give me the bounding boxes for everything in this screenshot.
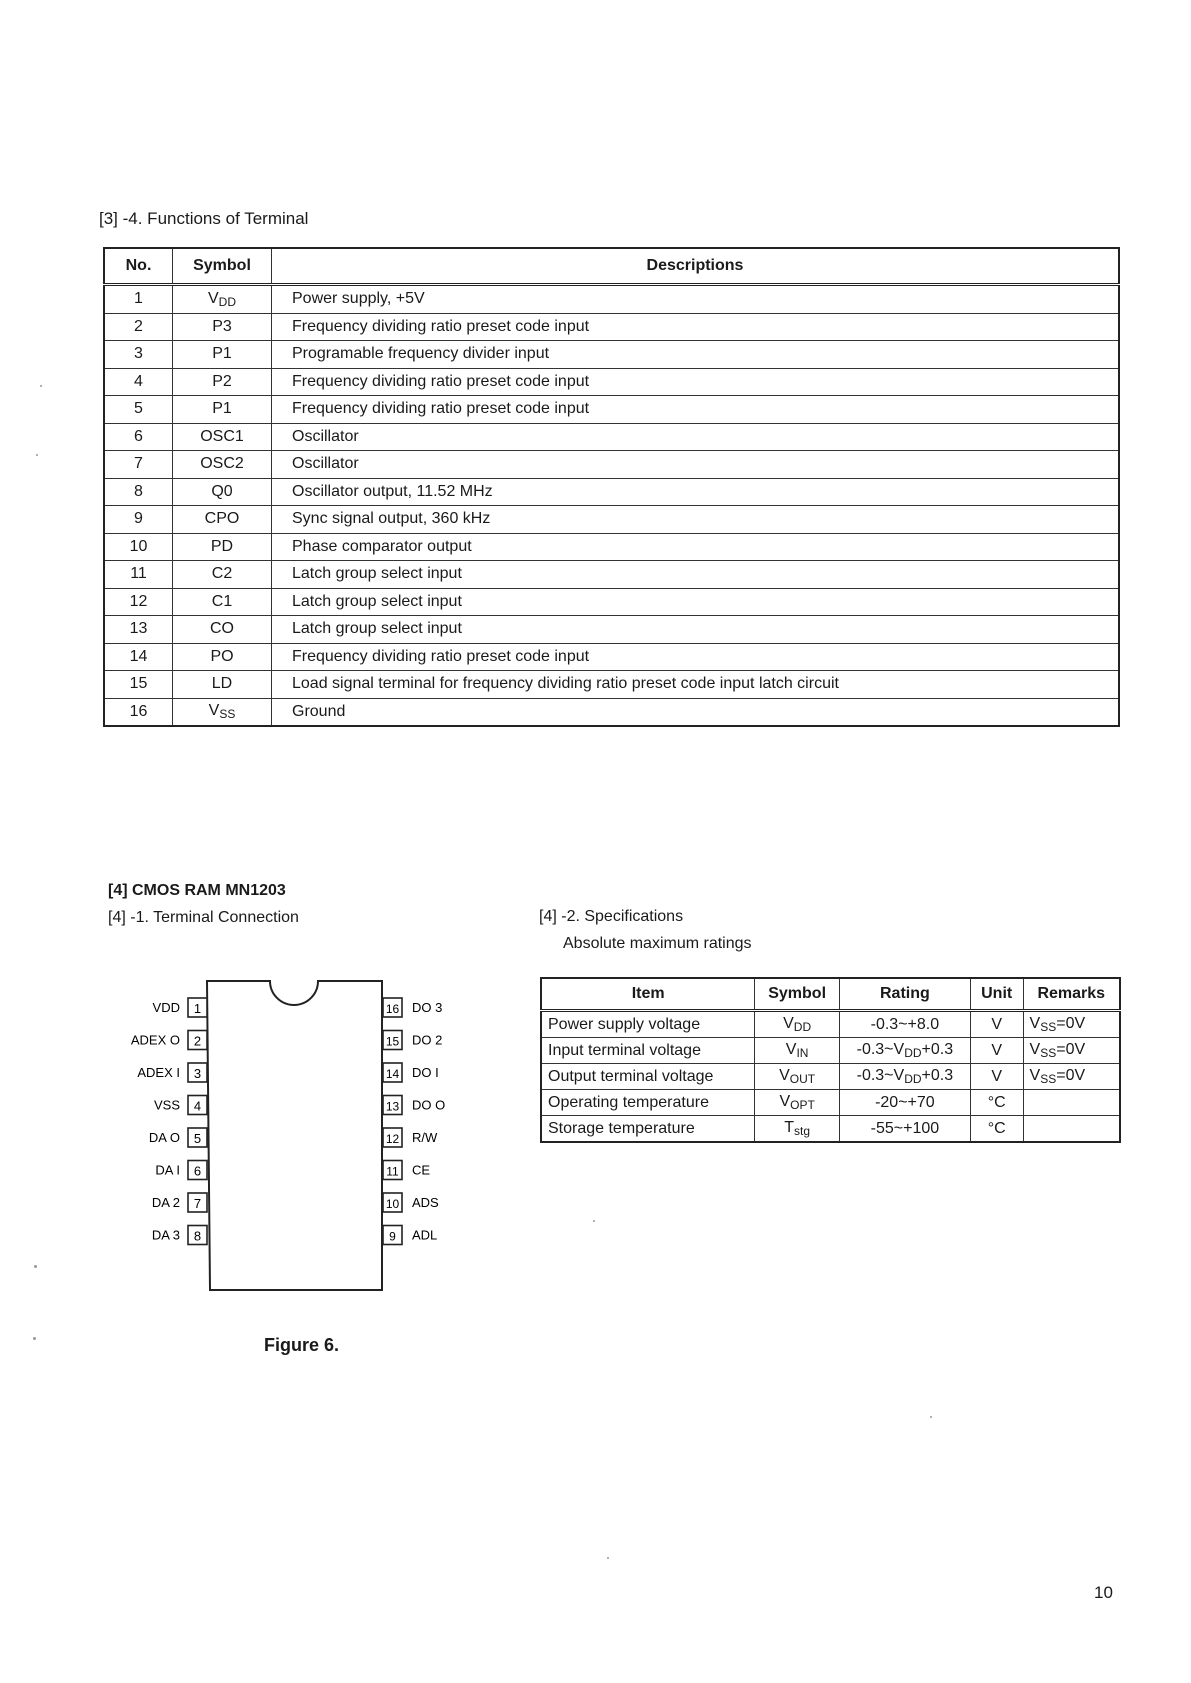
left-pins [131,998,207,1245]
spec-rating-main: -20~+70 [875,1093,935,1111]
spec-rating-main: -0.3~V [856,1067,905,1084]
symbol-main: V [207,289,219,307]
spec-remarks-tail: =0V [1056,1067,1086,1084]
row-symbol [173,671,272,699]
header-no: No. [104,248,173,285]
pin-6 [155,1161,207,1180]
pin-label: R/W [412,1130,438,1145]
table-row [104,313,1119,341]
table-row [104,423,1119,451]
pin-number: 13 [385,1099,400,1114]
pin-number: 12 [385,1132,400,1146]
spec-symbol-subscript: IN [796,1046,809,1060]
table-row [104,643,1119,671]
spec-symbol-subscript: OUT [789,1072,816,1086]
pin-13 [383,1096,445,1115]
pin-label: DO O [412,1097,446,1113]
table-row [104,341,1119,369]
pin-label: DO I [412,1065,439,1080]
table-row [104,533,1119,561]
pin-8 [152,1226,207,1245]
row-number: 15 [104,671,173,699]
symbol-main: P2 [212,372,232,390]
pin-number: 2 [193,1033,202,1049]
spec-symbol-main: V [779,1093,791,1110]
symbol-main: PD [210,537,234,555]
spec-header-unit: Unit [970,978,1023,1011]
pin-label: VDD [152,1000,180,1015]
pin-number: 14 [385,1067,400,1081]
pin-11 [383,1161,430,1180]
spec-symbol-main: T [784,1119,795,1136]
spec-unit: °C [970,1116,1023,1143]
functions-table-body [104,285,1119,727]
symbol-subscript: DD [218,294,236,309]
row-number: 13 [104,616,173,644]
symbol-main: LD [211,675,233,693]
pin-label: DA 2 [151,1195,180,1210]
symbol-main: C2 [211,565,233,583]
row-number: 6 [104,423,173,451]
table-row [104,451,1119,479]
row-symbol [173,643,272,671]
row-number: 7 [104,451,173,479]
scan-speck [593,1220,595,1222]
symbol-main: PO [210,647,234,665]
page-number: 10 [1094,1583,1113,1602]
symbol-subscript: SS [219,707,236,722]
row-symbol [173,533,272,561]
table-row [104,506,1119,534]
pin-15 [383,1031,442,1050]
spec-unit: V [970,1011,1023,1038]
spec-row [541,1090,1120,1116]
figure-caption: Figure 6. [264,1335,340,1355]
pin-number: 6 [193,1163,202,1179]
row-symbol [173,506,272,534]
spec-rating-main: -55~+100 [870,1119,940,1137]
pin-label: DO 2 [412,1032,443,1048]
pin-number: 16 [385,1002,400,1016]
pin-5 [149,1128,207,1147]
pin-10 [383,1193,439,1212]
pin-number: 15 [385,1034,400,1049]
spec-row [541,1038,1120,1064]
spec-rating [839,1090,970,1116]
row-description: Phase comparator output [272,533,1120,561]
pin-label: DA 3 [151,1227,180,1243]
row-description: Latch group select input [272,616,1120,644]
pin-number: 4 [193,1098,202,1114]
pin-label: ADEX O [130,1032,180,1048]
spec-remarks-main: V [1029,1067,1041,1084]
spec-item: Output terminal voltage [541,1064,755,1090]
section-4-1-title: [4] -1. Terminal Connection [108,909,299,926]
pin-number: 9 [389,1229,396,1244]
row-description: Frequency dividing ratio preset code input [272,643,1120,671]
pin-label: DA O [148,1130,180,1145]
spec-symbol [755,1116,840,1143]
spec-symbol-main: V [785,1041,797,1058]
spec-rating-subscript: DD [904,1046,922,1060]
spec-symbol-main: V [779,1067,790,1084]
spec-rating-main: -0.3~V [856,1041,905,1058]
section-4-title: [4] CMOS RAM MN1203 [108,882,286,899]
row-symbol [173,451,272,479]
spec-rating-subscript: DD [904,1072,922,1086]
spec-remarks [1023,1090,1120,1116]
section-4-2-title: [4] -2. Specifications [539,908,684,925]
spec-symbol-subscript: DD [793,1020,812,1034]
spec-row [541,1011,1120,1038]
scan-speck [930,1416,932,1418]
chip-body-outline [207,981,382,1290]
row-description: Programable frequency divider input [272,341,1120,369]
row-number: 11 [104,561,173,589]
row-number: 10 [104,533,173,561]
pin-3 [137,1063,207,1082]
spec-table-body [541,1011,1120,1143]
spec-item: Storage temperature [541,1116,755,1143]
spec-symbol-main: V [783,1015,794,1032]
spec-unit: °C [970,1090,1023,1116]
row-description: Load signal terminal for frequency dividing ratio preset code input latch circuit [272,671,1120,699]
symbol-main: CO [210,620,234,638]
spec-symbol [755,1011,840,1038]
pin-number: 11 [386,1164,399,1179]
spec-rating [839,1011,970,1038]
symbol-main: CPO [204,510,240,528]
spec-header-symbol: Symbol [755,978,840,1011]
pin-16 [383,998,442,1017]
pin-label: CE [412,1162,431,1178]
scan-speck [34,1265,37,1268]
row-description: Sync signal output, 360 kHz [272,506,1120,534]
absolute-maximum-ratings-table [540,977,1121,1143]
spec-symbol-subscript: stg [794,1124,811,1138]
pin-number: 10 [385,1197,400,1211]
chip-pinout-diagram [100,970,500,1300]
spec-remarks-tail: =0V [1056,1041,1086,1058]
row-number: 5 [104,396,173,424]
pin-2 [131,1031,207,1050]
table-row [104,671,1119,699]
row-description: Frequency dividing ratio preset code input [272,368,1120,396]
row-symbol [173,423,272,451]
spec-remarks-subscript: SS [1040,1020,1057,1034]
pin-number: 5 [193,1131,202,1146]
symbol-main: OSC2 [200,455,244,473]
pin-number: 8 [193,1228,202,1244]
spec-row [541,1116,1120,1143]
row-number: 2 [104,313,173,341]
pin-number: 3 [193,1066,202,1081]
row-description: Oscillator [272,451,1120,479]
symbol-main: P1 [212,400,232,418]
spec-remarks-subscript: SS [1040,1046,1057,1060]
row-symbol [173,616,272,644]
spec-rating-tail: +0.3 [921,1067,954,1084]
spec-rating [839,1038,970,1064]
spec-header-item: Item [541,978,755,1011]
scan-speck [40,385,42,387]
functions-of-terminal-table [103,247,1120,727]
pin-label: ADEX I [137,1065,180,1080]
pin-label: DA I [155,1162,180,1178]
pin-number: 7 [193,1196,202,1211]
pin-12 [383,1128,438,1147]
spec-remarks [1023,1011,1120,1038]
row-description: Latch group select input [272,561,1120,589]
spec-symbol [755,1090,840,1116]
row-symbol [173,313,272,341]
row-description: Power supply, +5V [272,285,1120,314]
spec-remarks-subscript: SS [1040,1072,1057,1086]
spec-remarks [1023,1038,1120,1064]
symbol-main: P1 [212,345,232,363]
spec-unit: V [970,1038,1023,1064]
spec-rating [839,1064,970,1090]
spec-item: Input terminal voltage [541,1038,755,1064]
spec-item: Operating temperature [541,1090,755,1116]
spec-rating-tail: +0.3 [921,1041,954,1058]
pin-label: ADL [412,1227,438,1243]
spec-symbol-subscript: OPT [790,1098,815,1112]
row-number: 4 [104,368,173,396]
header-descriptions: Descriptions [272,248,1120,285]
row-symbol [173,341,272,369]
scan-speck [36,454,38,456]
spec-symbol [755,1064,840,1090]
header-symbol: Symbol [173,248,272,285]
spec-remarks-main: V [1029,1015,1041,1032]
spec-header-remarks: Remarks [1023,978,1120,1011]
symbol-main: C1 [211,592,233,610]
table-row [104,561,1119,589]
row-symbol [173,698,272,726]
right-pins [383,998,445,1245]
row-description: Frequency dividing ratio preset code input [272,396,1120,424]
row-description: Oscillator [272,423,1120,451]
row-number: 14 [104,643,173,671]
spec-remarks [1023,1116,1120,1143]
row-description: Oscillator output, 11.52 MHz [272,478,1120,506]
table-row [104,396,1119,424]
spec-row [541,1064,1120,1090]
pin-label: ADS [412,1195,439,1210]
spec-remarks-tail: =0V [1056,1015,1086,1032]
row-description: Latch group select input [272,588,1120,616]
row-symbol [173,478,272,506]
scan-speck [33,1337,36,1340]
pin-label: DO 3 [412,1000,443,1015]
row-symbol [173,368,272,396]
row-symbol [173,588,272,616]
symbol-main: P3 [212,317,232,335]
spec-header-row [541,978,1120,1011]
symbol-main: Q0 [211,482,233,500]
spec-rating-main: -0.3~+8.0 [870,1015,940,1033]
table-row [104,478,1119,506]
table-row [104,616,1119,644]
symbol-main: OSC1 [200,427,244,445]
pin-4 [154,1096,207,1115]
row-symbol [173,396,272,424]
table-row [104,368,1119,396]
row-number: 9 [104,506,173,534]
symbol-main: V [208,702,220,720]
spec-header-rating: Rating [839,978,970,1011]
row-number: 8 [104,478,173,506]
spec-remarks [1023,1064,1120,1090]
row-number: 1 [104,285,173,314]
pin-1 [153,998,207,1017]
row-description: Frequency dividing ratio preset code input [272,313,1120,341]
pin-14 [383,1063,439,1082]
absolute-maximum-ratings-title: Absolute maximum ratings [563,935,752,952]
pin-9 [383,1226,437,1245]
spec-unit: V [970,1064,1023,1090]
spec-rating [839,1116,970,1143]
table-header-row [104,248,1119,285]
scan-speck [607,1557,609,1559]
row-symbol [173,561,272,589]
row-symbol [173,285,272,314]
section-3-4-title: [3] -4. Functions of Terminal [99,209,309,228]
spec-remarks-main: V [1029,1041,1041,1058]
row-description: Ground [272,698,1120,726]
spec-symbol [755,1038,840,1064]
row-number: 12 [104,588,173,616]
pin-number: 1 [193,1001,202,1016]
row-number: 16 [104,698,173,726]
spec-item: Power supply voltage [541,1011,755,1038]
pin-label: VSS [153,1097,180,1113]
table-row [104,698,1119,726]
table-row [104,588,1119,616]
table-row [104,285,1119,314]
pin-7 [152,1193,207,1212]
row-number: 3 [104,341,173,369]
